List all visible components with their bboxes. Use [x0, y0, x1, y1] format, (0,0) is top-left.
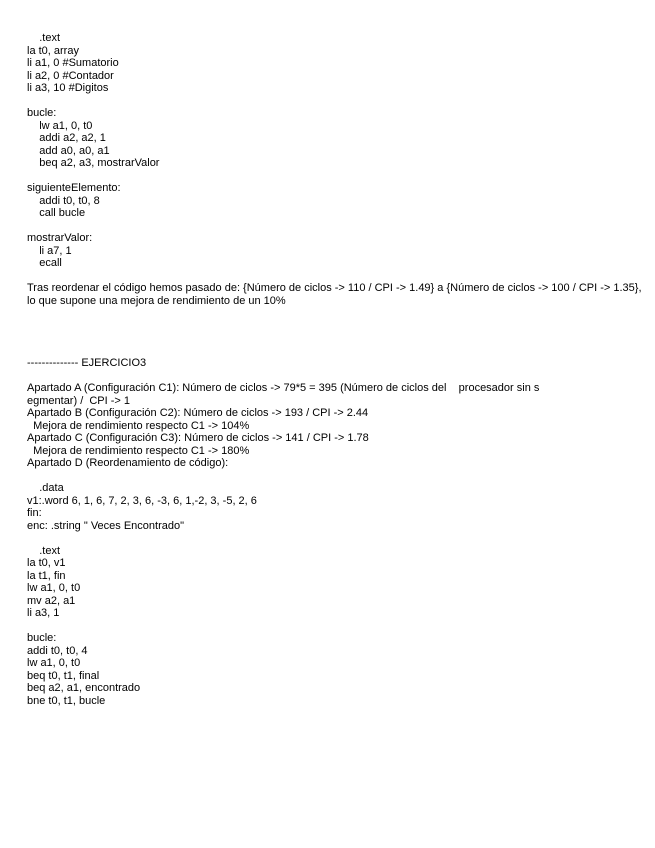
code-line: .text — [27, 32, 61, 44]
code-line: bucle: — [27, 107, 57, 119]
code-line: mostrarValor: — [27, 232, 93, 244]
code-line: .text — [27, 544, 61, 557]
code-line: v1:.word 6, 1, 6, 7, 2, 3, 6, -3, 6, 1,-2, 3, -5, 2, 6 — [27, 494, 257, 507]
code-line: li a1, 0 #Sumatorio — [27, 57, 119, 69]
code-block-bucle — [27, 107, 642, 170]
code-line: addi a2, a2, 1 — [27, 132, 106, 144]
code-line: li a3, 1 — [27, 607, 60, 619]
section-header: -------------- EJERCICIO3 — [27, 357, 147, 369]
apartado-line: Mejora de rendimiento respecto C1 -> 104% — [27, 419, 250, 432]
code-block-text-2 — [27, 545, 642, 620]
code-line: bucle: — [27, 632, 57, 644]
document-body — [27, 32, 645, 707]
code-block-mostrar-valor — [27, 232, 642, 270]
code-line: beq t0, t1, final — [27, 669, 100, 682]
code-line: ecall — [27, 257, 62, 269]
code-line: la t1, fin — [27, 569, 66, 582]
code-line: addi t0, t0, 4 — [27, 644, 88, 657]
code-line: lw a1, 0, t0 — [27, 119, 93, 132]
code-line: la t0, array — [27, 44, 79, 57]
code-line: add a0, a0, a1 — [27, 144, 110, 157]
apartados-block — [27, 382, 642, 470]
code-line: addi t0, t0, 8 — [27, 194, 100, 207]
apartado-line: Mejora de rendimiento respecto C1 -> 180% — [27, 444, 250, 457]
code-line: li a2, 0 #Contador — [27, 69, 114, 82]
code-line: beq a2, a3, mostrarValor — [27, 157, 160, 169]
apartado-line: Apartado D (Reordenamiento de código): — [27, 457, 229, 469]
apartado-line: egmentar) / CPI -> 1 — [27, 394, 131, 407]
code-line: lw a1, 0, t0 — [27, 657, 81, 669]
performance-paragraph: Tras reordenar el código hemos pasado de: {Número de ciclos -> 110 / CPI -> 1.49} a {Número de ciclos -> 100 / CPI -> 1.35}, lo que supone una mejora de rendimiento de un 10% — [27, 282, 645, 307]
apartado-line: Apartado B (Configuración C2): Número de ciclos -> 193 / CPI -> 2.44 — [27, 407, 369, 419]
code-line: li a7, 1 — [27, 244, 72, 257]
code-block-data — [27, 482, 642, 532]
code-line: lw a1, 0, t0 — [27, 582, 81, 594]
code-line: beq a2, a1, encontrado — [27, 682, 141, 694]
code-line: la t0, v1 — [27, 557, 66, 569]
code-line: fin: — [27, 507, 42, 519]
code-line: siguienteElemento: — [27, 182, 121, 194]
code-line: .data — [27, 482, 64, 494]
apartado-line: Apartado A (Configuración C1): Número de ciclos -> 79*5 = 395 (Número de ciclos del procesador sin s — [27, 382, 540, 394]
code-block-bucle-2 — [27, 632, 642, 707]
code-line: enc: .string " Veces Encontrado" — [27, 519, 185, 532]
apartado-line: Apartado C (Configuración C3): Número de ciclos -> 141 / CPI -> 1.78 — [27, 432, 369, 444]
code-line: bne t0, t1, bucle — [27, 694, 106, 707]
code-block-text-init — [27, 32, 642, 95]
code-line: mv a2, a1 — [27, 594, 76, 607]
code-block-siguiente-elemento — [27, 182, 642, 220]
code-line: li a3, 10 #Digitos — [27, 82, 109, 94]
code-line: call bucle — [27, 207, 86, 219]
